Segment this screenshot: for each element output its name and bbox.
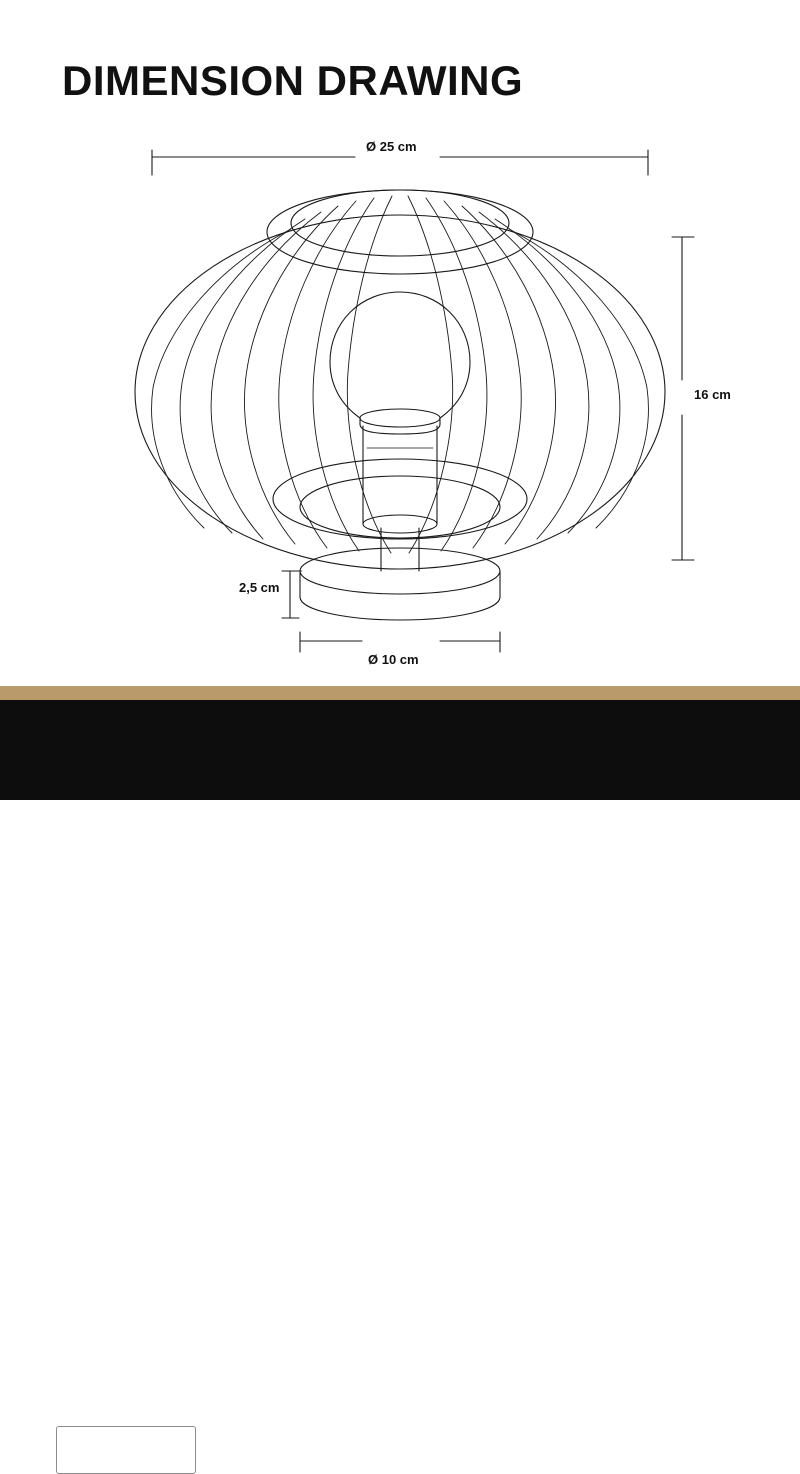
warranty-line-2: WARRANTY [102, 1451, 159, 1461]
shield-icon [67, 1435, 93, 1465]
shade-ribs-left [152, 196, 392, 553]
dimension-label-base-diameter: Ø 10 cm [368, 652, 419, 667]
footer-accent-strip [0, 686, 800, 700]
shade-top-ring [267, 190, 533, 274]
lamp-shade-outline [135, 215, 665, 569]
dimension-label-total-height: 16 cm [694, 387, 731, 402]
warranty-years: 2 [76, 1442, 84, 1458]
dimension-line-right [672, 237, 694, 560]
warranty-text [102, 1438, 159, 1462]
dimension-line-base-height [282, 571, 302, 618]
warranty-line-1: YEAR [102, 1438, 130, 1449]
light-bulb [330, 292, 470, 434]
brand-logo: Olucia [657, 1430, 744, 1463]
dimension-label-base-height: 2,5 cm [239, 580, 280, 595]
shade-ribs-right [408, 196, 648, 553]
lamp-stem [381, 528, 419, 571]
shade-bottom-ring [273, 459, 527, 539]
footer-bar [0, 700, 800, 1463]
dimension-line-bottom [300, 632, 500, 652]
lamp-base [300, 548, 500, 620]
bulb-socket [363, 426, 437, 533]
warranty-badge [56, 1426, 196, 1474]
page-title: DIMENSION DRAWING [62, 57, 524, 104]
dimension-label-shade-diameter: Ø 25 cm [366, 139, 417, 154]
